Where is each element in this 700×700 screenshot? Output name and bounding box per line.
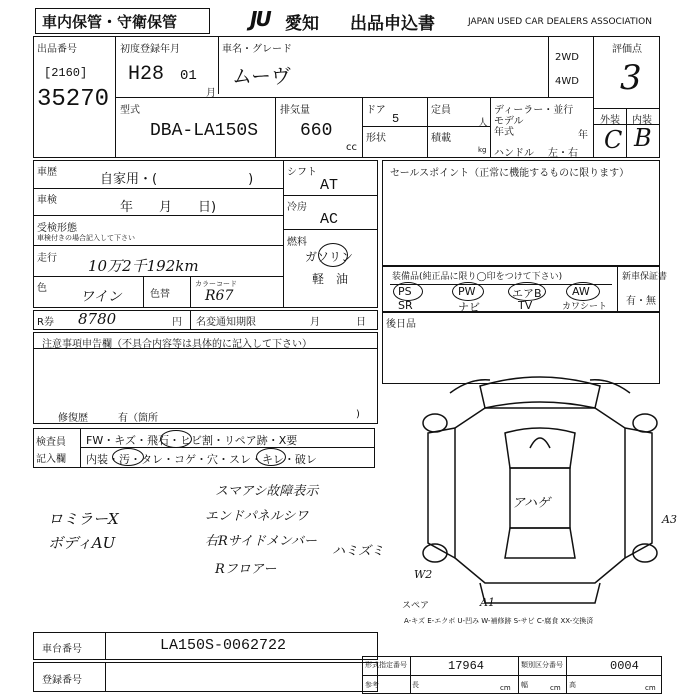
lot-number: 35270 [37, 86, 110, 113]
fuel-gas: ガソリン [305, 250, 354, 264]
equipment-label: 装備品(純正品に限り◯印をつけて下さい) [392, 272, 563, 282]
ref-label: 参考 [365, 681, 379, 689]
receipt-label: 受検形態 [37, 223, 77, 234]
displacement-unit: cc [346, 142, 357, 153]
width-label: 幅 [521, 681, 528, 689]
aircon-label: 冷房 [287, 202, 307, 213]
color-change-label: 色替 [150, 289, 170, 300]
registration-month: 01 [180, 68, 197, 84]
recycle-value: 8780 [78, 310, 117, 328]
length-label: 長 [412, 681, 419, 689]
equip-sr: SR [398, 299, 413, 312]
model-year-label: モデル年式 [494, 116, 524, 138]
dealer-label: ディーラー・並行 [494, 105, 574, 116]
door-label: ドア [366, 105, 386, 116]
height-unit: cm [645, 684, 656, 692]
exterior-grade: C [604, 126, 623, 154]
type-value: DBA-LA150S [150, 121, 259, 141]
exterior-label: 外装 [600, 115, 620, 126]
spec-value: 17964 [448, 659, 485, 673]
inspector-label-2: 記入欄 [36, 454, 66, 465]
equip-ps: PS [398, 285, 412, 298]
load-unit: kg [478, 146, 487, 154]
fuel-light: 軽 油 [312, 272, 349, 286]
fuel-gas-circle [318, 243, 348, 267]
type-label: 型式 [120, 105, 140, 116]
damage-a1: A1 [480, 596, 495, 609]
color-label: 色 [37, 283, 47, 294]
repair-label: 修復歴 [58, 413, 88, 424]
equip-navi: ナビ [458, 301, 480, 314]
color-code-label: カラーコード [195, 280, 237, 288]
shift-value: AT [320, 177, 339, 194]
repair-close: ) [356, 409, 360, 420]
spec-label: 形式指定番号 [365, 661, 407, 669]
warranty-label: 新車保証書 [622, 272, 668, 282]
shift-label: シフト [287, 167, 317, 178]
sales-label: セールスポイント（正常に機能するものに限ります） [390, 168, 630, 179]
registration-year: H28 [128, 63, 165, 86]
damage-a3: A3 [662, 513, 677, 526]
note-end-panel: エンドパネルシワ [205, 509, 309, 524]
repair-value: 有（箇所 [118, 413, 158, 424]
note-smart-assist: スマアシ故障表示 [215, 484, 319, 499]
month-unit: 月 [206, 88, 216, 99]
inspector-row-2: 内装・汚・タレ・コゲ・穴・スレ・キレ・破レ [86, 453, 317, 466]
handle-label: ハンドル [494, 148, 534, 159]
equip-tv: TV [518, 299, 533, 312]
capacity-label: 定員 [431, 105, 451, 116]
lot-small-number: [2160] [44, 66, 88, 80]
registration-row [33, 662, 378, 692]
aircon-value: AC [320, 211, 339, 228]
lot-number-label: 出品番号 [37, 44, 77, 55]
recycle-label: R券 [37, 317, 54, 328]
association-name: JAPAN USED CAR DEALERS ASSOCIATION [468, 17, 652, 27]
score-label: 評価点 [612, 44, 642, 55]
model-label: 車名・グレード [222, 44, 292, 55]
equip-airbag: エアB [512, 287, 542, 300]
class-label: 類別区分番号 [521, 661, 563, 669]
score-value: 3 [620, 58, 642, 98]
class-value: 0004 [610, 659, 639, 673]
org-name: 愛知 [285, 14, 319, 34]
registration-label: 登録番号 [42, 675, 82, 686]
history-label: 車歴 [37, 167, 57, 178]
receipt-note: 車検付きの場合記入して下さい [37, 234, 135, 242]
color-value: ワイン [80, 289, 122, 305]
form-title: 出品申込書 [350, 14, 435, 34]
equip-pw: PW [458, 285, 476, 298]
diagram-note: アハゲ [512, 496, 550, 511]
damage-legend: A-キズ E-エクボ U-凹み W-補修跡 S-サビ C-腐食 XX-交換済 [404, 617, 594, 625]
note-side-member: 右Rサイドメンバー [205, 534, 317, 549]
drive-2wd: 2WD [555, 52, 579, 63]
fuel-label: 燃料 [287, 237, 307, 248]
damage-w2: W2 [414, 568, 433, 581]
handle-value: 左・右 [548, 148, 578, 159]
chassis-value: LA150S-0062722 [160, 637, 287, 654]
displacement-label: 排気量 [280, 105, 310, 116]
interior-grade: B [634, 124, 652, 152]
expire-label: 名変通知期限 [196, 317, 256, 328]
model-year-unit: 年 [578, 130, 588, 141]
expire-month: 月 [310, 317, 320, 328]
note-rear-floor: Rフロアー [215, 562, 277, 577]
load-label: 積載 [431, 133, 451, 144]
door-value: 5 [392, 112, 400, 126]
ju-logo: JU [250, 7, 270, 31]
width-unit: cm [550, 684, 561, 692]
warranty-value: 有・無 [626, 296, 656, 307]
color-code-value: R67 [205, 288, 234, 304]
note-body: ボディAU [48, 534, 116, 552]
inspection-label: 車検 [37, 195, 57, 206]
note-hamizumi: ハミズミ [332, 544, 385, 559]
note-mirror: ロミラーX [48, 510, 119, 528]
mileage-value: 10万2千192km [88, 257, 199, 275]
shape-label: 形状 [366, 133, 386, 144]
inspector-label-1: 検査員 [36, 437, 66, 448]
history-value: 自家用・( ) [100, 172, 254, 187]
interior-label: 内装 [632, 115, 652, 126]
mileage-label: 走行 [37, 253, 57, 264]
expire-day: 日 [356, 317, 366, 328]
equip-aw: AW [572, 285, 590, 298]
first-registration-label: 初度登録年月 [120, 44, 180, 55]
recycle-unit: 円 [172, 317, 182, 328]
height-label: 高 [569, 681, 576, 689]
chassis-label: 車台番号 [42, 644, 82, 655]
inspection-value: 年 月 日) [120, 200, 217, 215]
displacement-value: 660 [300, 121, 333, 141]
drive-4wd: 4WD [555, 76, 579, 87]
model-name: ムーヴ [232, 67, 291, 90]
capacity-unit: 人 [478, 118, 488, 129]
spare-label: スペア [402, 601, 430, 611]
inspector-row-1: FW・キズ・飛石・ヒビ割・リペア跡・X要 [86, 434, 298, 447]
after-items-label: 後日品 [386, 319, 416, 330]
equip-leather: カワシート [562, 302, 608, 312]
storage-tag-text: 車内保管・守衛保管 [42, 13, 178, 31]
length-unit: cm [500, 684, 511, 692]
notes-label: 注意事項申告欄（不具合内容等は具体的に記入して下さい） [42, 339, 312, 350]
